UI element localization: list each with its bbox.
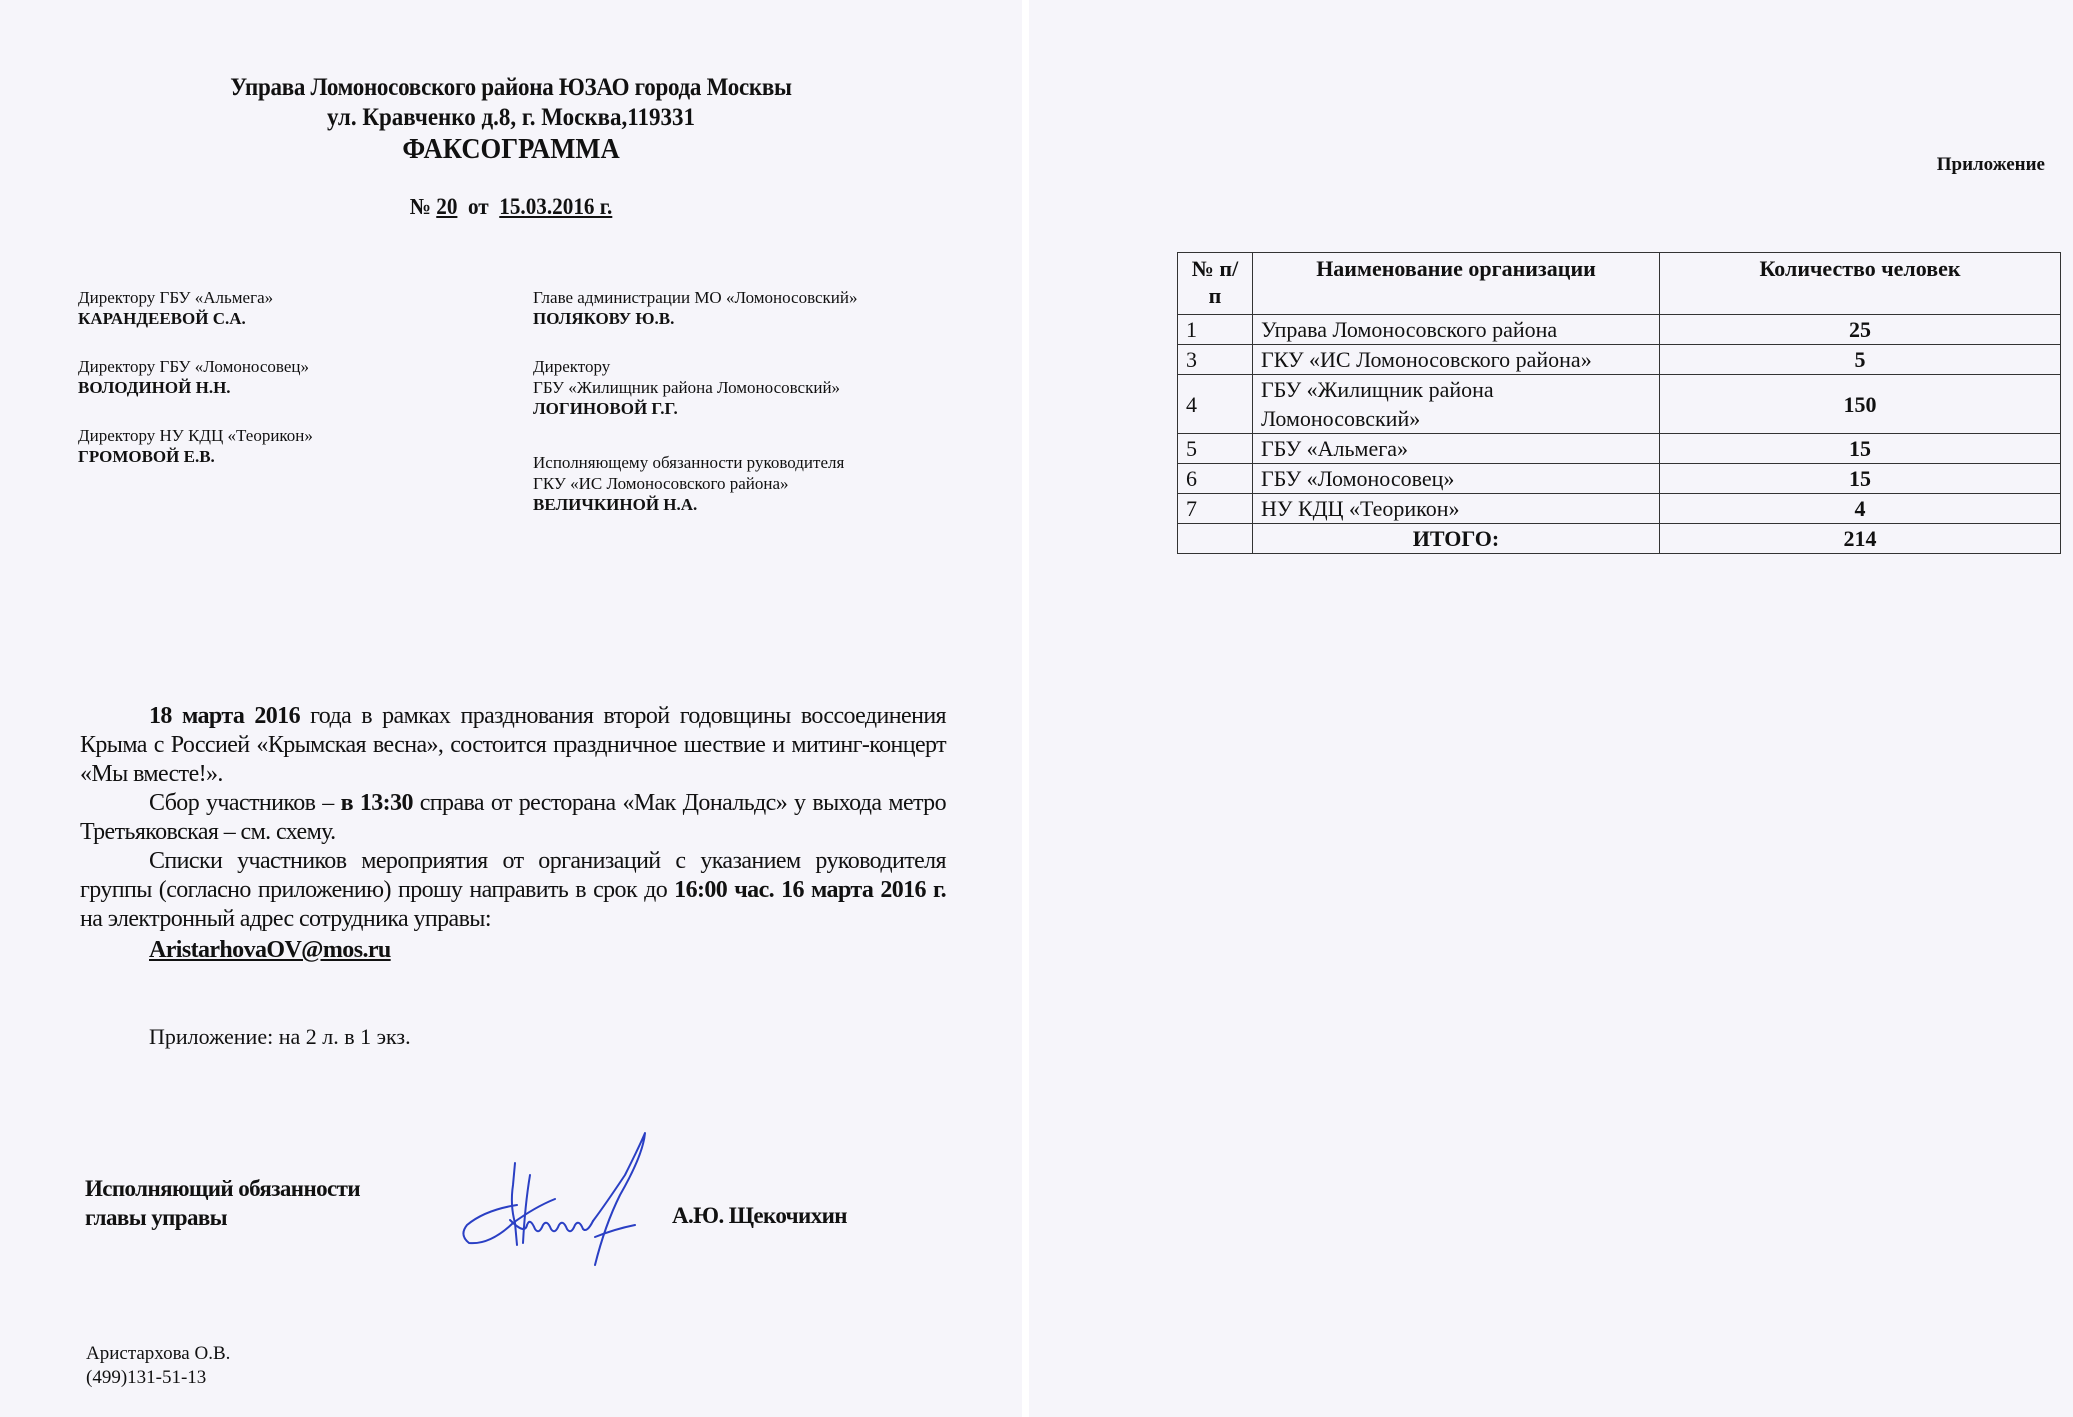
- row-count: 5: [1660, 345, 2061, 375]
- table-header-row: [1178, 253, 2061, 315]
- event-date: 18 марта 2016: [149, 703, 300, 729]
- addressee-name: ЛОГИНОВОЙ Г.Г.: [533, 399, 678, 418]
- total-label: ИТОГО:: [1253, 524, 1660, 554]
- signer-name: А.Ю. Щекочихин: [672, 1203, 847, 1228]
- row-organization: ГБУ «Жилищник района Ломоносовский»: [1253, 375, 1660, 434]
- addressee: [533, 287, 858, 329]
- paragraph-text: Сбор участников –: [149, 790, 341, 816]
- date-prefix: от: [467, 194, 489, 219]
- addressee-name: ГРОМОВОЙ Е.В.: [78, 447, 215, 466]
- table-row: [1178, 315, 2061, 345]
- paragraph-text: на электронный адрес сотрудника управы:: [80, 906, 491, 932]
- paragraph-event: [80, 702, 946, 789]
- addressee-position: Исполняющему обязанности руководителя: [533, 453, 845, 472]
- table-row: [1178, 494, 2061, 524]
- page-divider: [1022, 0, 1029, 1417]
- row-organization: ГБУ «Ломоносовец»: [1253, 464, 1660, 494]
- row-number: 7: [1178, 494, 1253, 524]
- addressee-position: Директору ГБУ «Альмега»: [78, 288, 274, 307]
- table-row: [1178, 345, 2061, 375]
- row-count: 15: [1660, 434, 2061, 464]
- addressee-position: Директору НУ КДЦ «Теорикон»: [78, 426, 313, 445]
- participants-table: [1177, 252, 2061, 554]
- row-number: 1: [1178, 315, 1253, 345]
- addressee-position: Директору: [533, 357, 611, 376]
- addressee: [78, 425, 313, 467]
- row-count: 150: [1660, 375, 2061, 434]
- column-header-organization: Наименование организации: [1253, 253, 1660, 315]
- handwritten-signature: [455, 1125, 685, 1285]
- addressee-organization: ГКУ «ИС Ломоносовского района»: [533, 474, 789, 493]
- page-appendix: [1029, 0, 2073, 1417]
- signer-role-line: Исполняющий обязанности: [85, 1176, 360, 1201]
- total-empty-cell: [1178, 524, 1253, 554]
- row-organization: ГБУ «Альмега»: [1253, 434, 1660, 464]
- org-address: ул. Кравченко д.8, г. Москва,119331: [327, 104, 695, 131]
- addressee: [533, 452, 844, 515]
- column-header-number: № п/п: [1178, 253, 1253, 315]
- row-organization: Управа Ломоносовского района: [1253, 315, 1660, 345]
- row-number: 4: [1178, 375, 1253, 434]
- table-total-row: [1178, 524, 2061, 554]
- table-row: [1178, 375, 2061, 434]
- letter-body: [80, 702, 946, 934]
- row-count: 4: [1660, 494, 2061, 524]
- paragraph-gathering: [80, 789, 946, 847]
- row-count: 15: [1660, 464, 2061, 494]
- row-number: 3: [1178, 345, 1253, 375]
- contact-name: Аристархова О.В.: [86, 1343, 231, 1364]
- addressee-position: Директору ГБУ «Ломоносовец»: [78, 357, 309, 376]
- row-count: 25: [1660, 315, 2061, 345]
- appendix-label: Приложение: [1936, 154, 2045, 175]
- row-number: 5: [1178, 434, 1253, 464]
- gathering-time: в 13:30: [340, 790, 413, 816]
- row-organization: ГКУ «ИС Ломоносовского района»: [1253, 345, 1660, 375]
- addressee: [533, 356, 840, 419]
- email-link[interactable]: AristarhovaOV@mos.ru: [149, 937, 391, 963]
- paragraph-text: справа от ресторана «Мак Дональдс» у выхода метро Третьяковская – см. схему.: [80, 790, 946, 845]
- deadline: 16:00 час. 16 марта 2016 г.: [674, 877, 946, 903]
- row-number: 6: [1178, 464, 1253, 494]
- addressee-organization: ГБУ «Жилищник района Ломоносовский»: [533, 378, 841, 397]
- total-count: 214: [1660, 524, 2061, 554]
- paragraph-text: года в рамках празднования второй годовщины воссоединения Крыма с Россией «Крымская весна», состоится праздничное шествие и митинг-концерт «Мы вместе!».: [80, 703, 946, 787]
- attachment-note: Приложение: на 2 л. в 1 экз.: [149, 1024, 411, 1049]
- org-name: Управа Ломоносовского района ЮЗАО города Москвы: [230, 74, 792, 101]
- addressee-name: ВЕЛИЧКИНОЙ Н.А.: [533, 495, 698, 514]
- addressee-name: КАРАНДЕЕВОЙ С.А.: [78, 309, 246, 328]
- doc-number-line: [41, 194, 981, 220]
- doc-type-title: ФАКСОГРАММА: [402, 134, 620, 165]
- signer-role-line: главы управы: [85, 1205, 228, 1230]
- table-row: [1178, 464, 2061, 494]
- paragraph-text: Списки участников мероприятия от организаций с указанием руководителя группы (согласно приложению) прошу направить в срок до: [80, 848, 946, 903]
- addressee: [78, 356, 309, 398]
- contact-info: [86, 1342, 230, 1390]
- doc-number: 20: [436, 194, 458, 219]
- table-row: [1178, 434, 2061, 464]
- column-header-count: Количество человек: [1660, 253, 2061, 315]
- addressee-position: Главе администрации МО «Ломоносовский»: [533, 288, 858, 307]
- doc-date: 15.03.2016 г.: [499, 194, 613, 219]
- addressee-name: ВОЛОДИНОЙ Н.Н.: [78, 378, 231, 397]
- paragraph-request: [80, 847, 946, 934]
- row-organization: НУ КДЦ «Теорикон»: [1253, 494, 1660, 524]
- addressee: [78, 287, 273, 329]
- signer-role: [85, 1174, 360, 1232]
- contact-phone: (499)131-51-13: [86, 1367, 207, 1388]
- number-prefix: №: [409, 194, 431, 219]
- addressee-name: ПОЛЯКОВУ Ю.В.: [533, 309, 675, 328]
